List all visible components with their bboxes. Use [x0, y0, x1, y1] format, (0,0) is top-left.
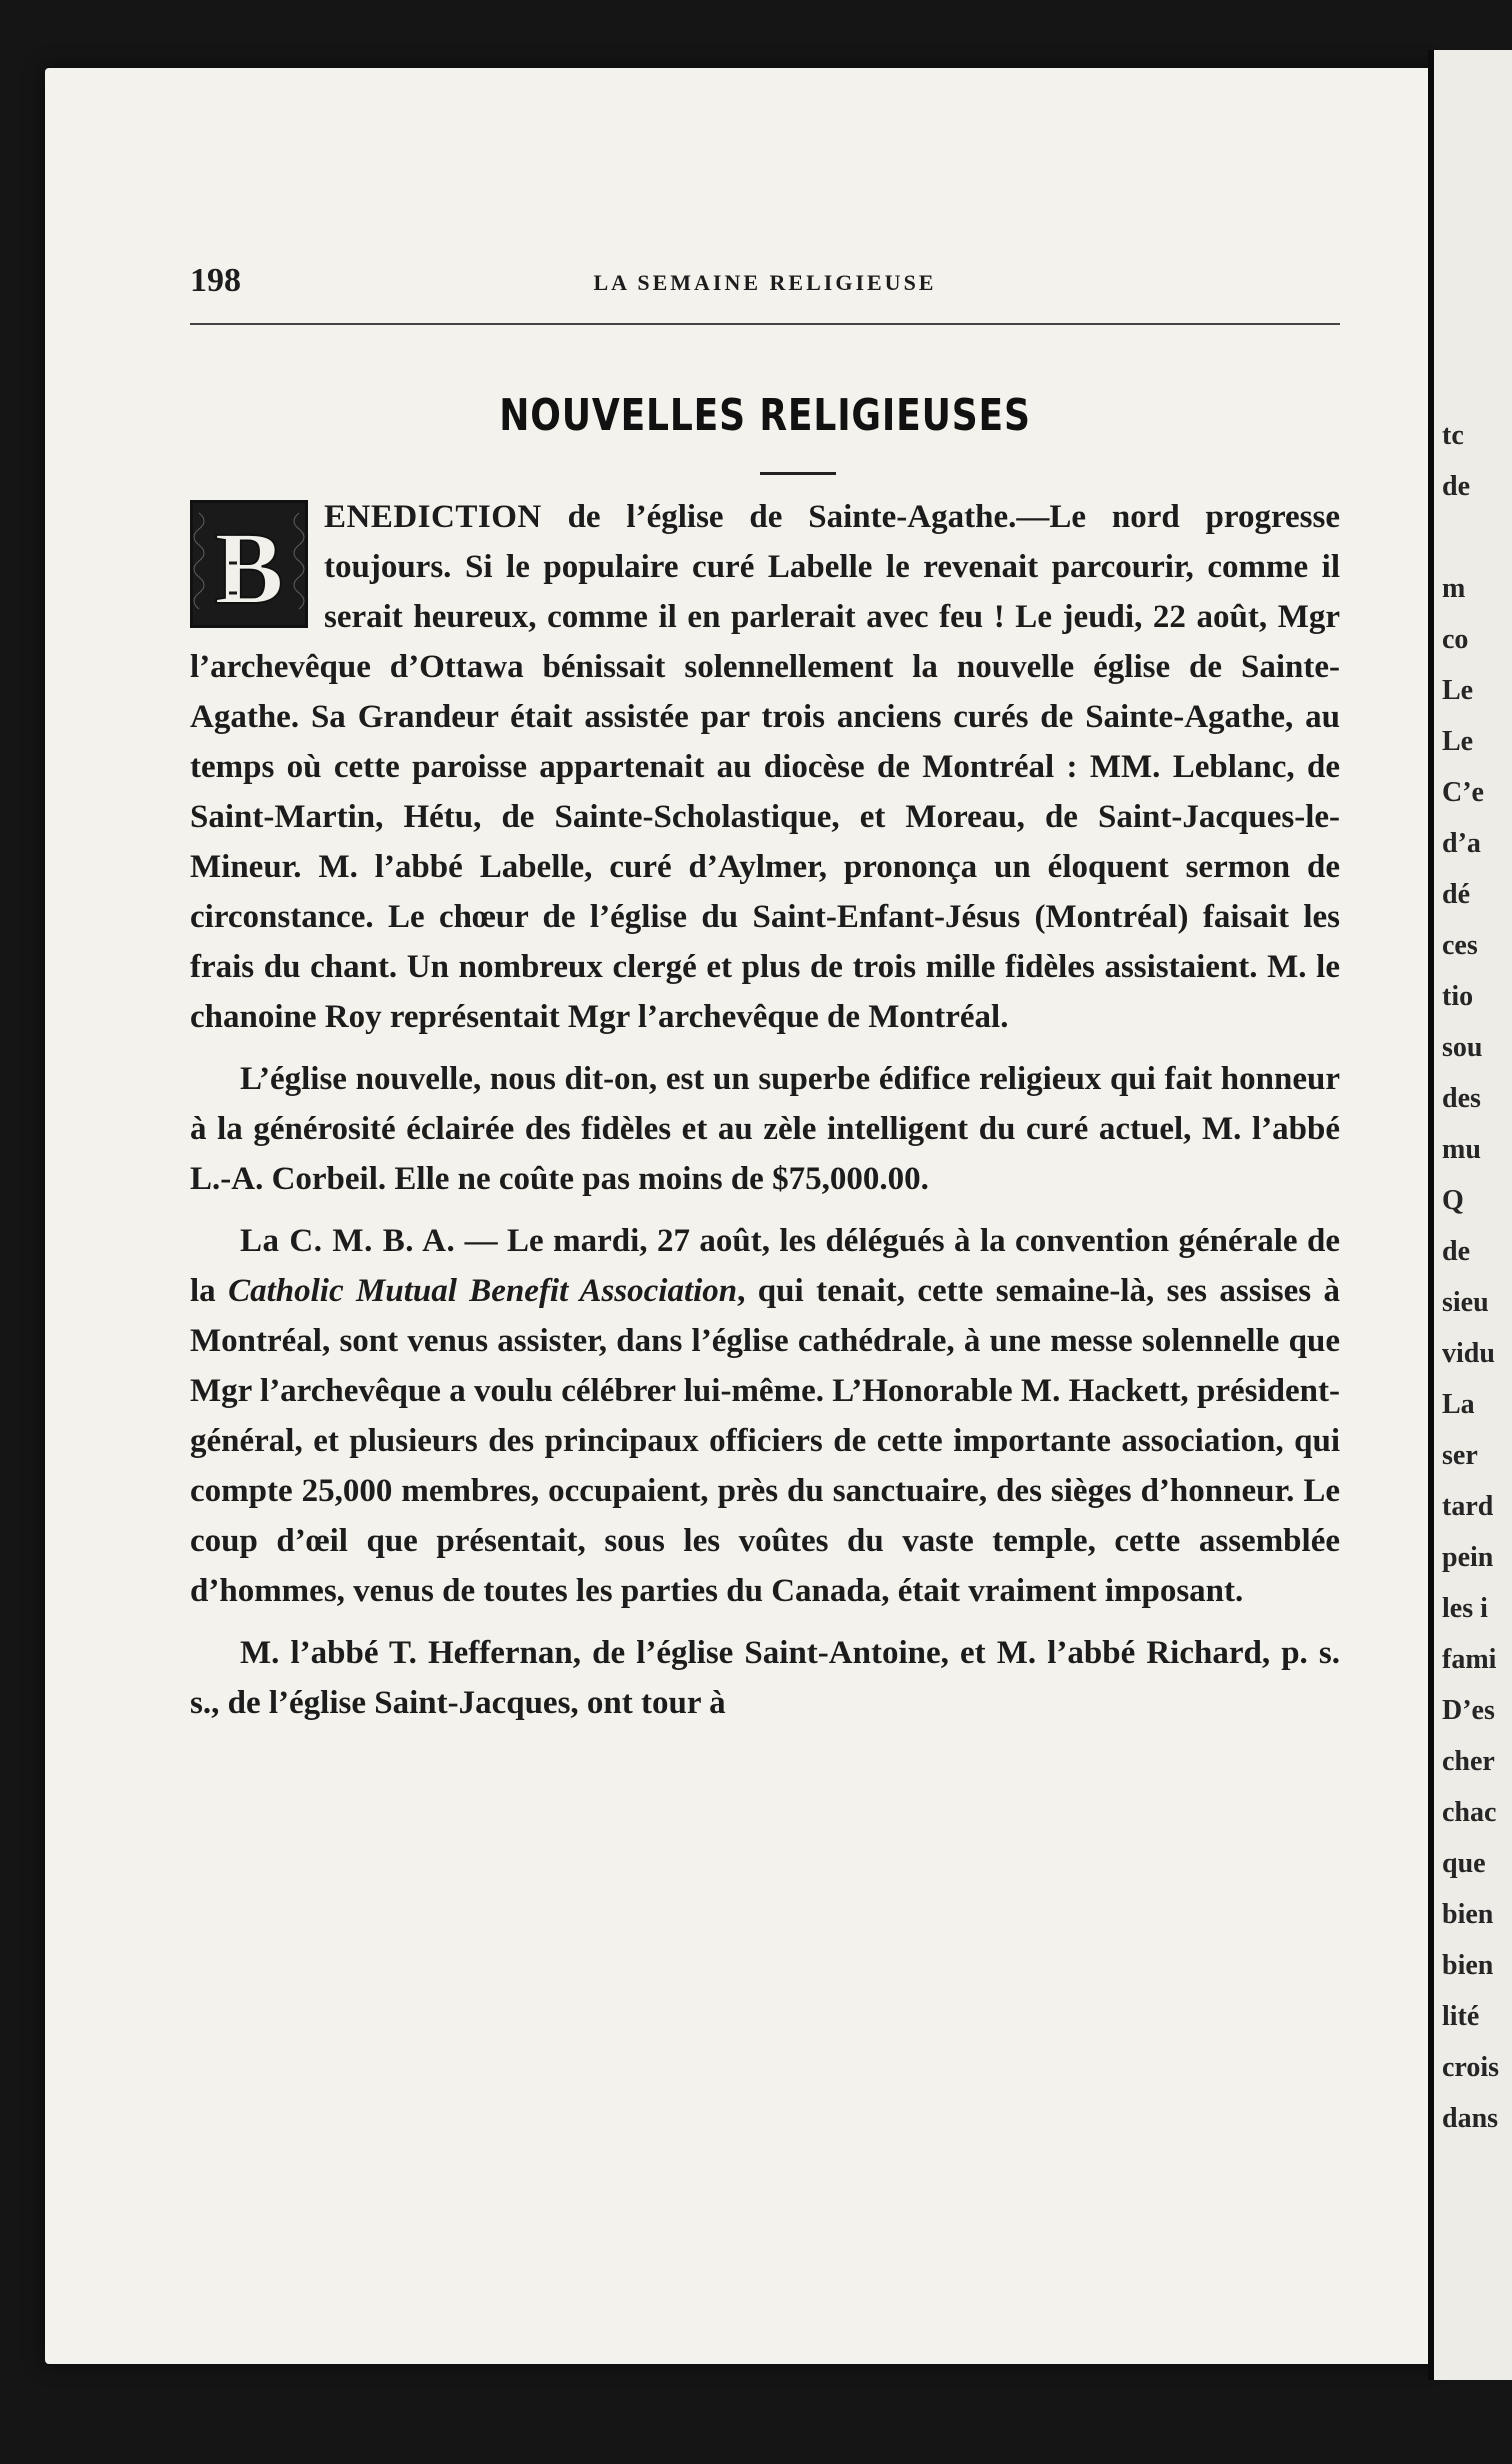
adjacent-page-text [1442, 410, 1512, 2144]
page-number: 198 [190, 262, 241, 299]
paragraph-cmba [190, 1216, 1340, 1616]
adjacent-page-fragment: Q [1442, 1185, 1464, 1216]
association-name: Catholic Mutual Benefit Association [228, 1273, 738, 1309]
paragraph-eglise-nouvelle [190, 1054, 1340, 1204]
section-title: NOUVELLES RELIGIEUSES [499, 390, 1031, 441]
paragraph-text: de l’église de Sainte-Agathe.—Le nord progresse toujours. Si le populaire curé Labelle le revenait parcourir, comme il serait heureux, comme il en parlerait avec feu ! Le jeudi, 22 août, Mgr l’archevêque d’Ottawa bénissait solennellement la nouvelle église de Sainte-Agathe. Sa Grandeur était assistée par trois anciens curés de Sainte-Agathe, au temps où cette paroisse appartenait au diocèse de Montréal : MM. Leblanc, de Saint-Martin, Hétu, de Sainte-Scholastique, et Moreau, de Saint-Jacques-le-Mineur. M. l’abbé Labelle, curé d’Aylmer, prononça un éloquent sermon de circonstance. Le chœur de l’église du Saint-Enfant-Jésus (Montréal) faisait les frais du chant. Un nombreux clergé et plus de trois mille fidèles assistaient. M. le chanoine Roy représentait Mgr l’archevêque de Montréal. [190, 499, 1340, 1035]
adjacent-page-edge [1428, 50, 1512, 2380]
adjacent-page-fragment: que [1442, 1848, 1486, 1879]
dropcap-letter: B [214, 511, 284, 625]
lead-word: La C. M. B. A. [240, 1223, 456, 1259]
adjacent-page-fragment: tio [1442, 981, 1474, 1012]
paragraph-text: — Le mardi, 27 août, les délégués à la convention générale de la [190, 1223, 1341, 1309]
adjacent-page-fragment: les i [1442, 1593, 1488, 1624]
adjacent-page-fragment: d’a [1442, 828, 1481, 859]
adjacent-page-fragment: pein [1442, 1542, 1494, 1573]
paragraph-text: , qui tenait, cette semaine-là, ses assises à Montréal, sont venus assister, dans l’église cathédrale, à une messe solennelle que Mgr l’archevêque a voulu célébrer lui-même. L’Honorable M. Hackett, président-général, et plusieurs des principaux officiers de cette importante association, qui compte 25,000 membres, occupaient, près du sanctuaire, des sièges d’honneur. Le coup d’œil que présentait, sous les voûtes du vaste temple, cette assemblée d’hommes, venus de toutes les parties du Canada, était vraiment imposant. [190, 1273, 1340, 1609]
adjacent-page-fragment: vidu [1442, 1338, 1495, 1369]
adjacent-page-fragment: m [1442, 573, 1466, 604]
adjacent-page-fragment: sou [1442, 1032, 1483, 1063]
adjacent-page-fragment: dans [1442, 2103, 1499, 2134]
adjacent-page-fragment: fami [1442, 1644, 1497, 1675]
adjacent-page-fragment: dé [1442, 879, 1470, 910]
adjacent-page-fragment: mu [1442, 1134, 1481, 1165]
paragraph-text: M. l’abbé T. Heffernan, de l’église Saint-Antoine, et M. l’abbé Richard, p. s. s., de l’église Saint-Jacques, ont tour à [190, 1635, 1340, 1721]
running-head: LA SEMAINE RELIGIEUSE [593, 270, 937, 295]
adjacent-page-fragment: ser [1442, 1440, 1478, 1471]
adjacent-page-fragment: La [1442, 1389, 1475, 1420]
adjacent-page-fragment: ces [1442, 930, 1478, 961]
adjacent-page-fragment: tc [1442, 420, 1464, 451]
header-rule [190, 323, 1340, 325]
title-rule [760, 472, 836, 475]
adjacent-page-fragment: de [1442, 471, 1470, 502]
adjacent-page-fragment: C’e [1442, 777, 1484, 808]
adjacent-page-fragment: cher [1442, 1746, 1495, 1777]
adjacent-page-fragment: D’es [1442, 1695, 1495, 1726]
paragraph-text: L’église nouvelle, nous dit-on, est un superbe édifice religieux qui fait honneur à la générosité éclairée des fidèles et au zèle intelligent du curé actuel, M. l’abbé L.-A. Corbeil. Elle ne coûte pas moins de $75,000.00. [190, 1061, 1340, 1197]
adjacent-page-fragment: tard [1442, 1491, 1494, 1522]
adjacent-page-fragment: Le [1442, 726, 1474, 757]
article-body [190, 492, 1340, 1740]
adjacent-page-fragment: co [1442, 624, 1469, 655]
page-header [190, 262, 1340, 302]
adjacent-page-fragment: sieu [1442, 1287, 1489, 1318]
adjacent-page-fragment: de [1442, 1236, 1470, 1267]
lead-word: ENEDICTION [324, 499, 542, 535]
paragraph-benediction [190, 492, 1340, 1042]
ornamental-initial-b-icon [190, 500, 308, 628]
adjacent-page-fragment: crois [1442, 2052, 1500, 2083]
adjacent-page-fragment: lité [1442, 2001, 1480, 2032]
adjacent-page-fragment: Le [1442, 675, 1474, 706]
adjacent-page-fragment [1442, 512, 1512, 563]
adjacent-page-fragment: bien [1442, 1950, 1494, 1981]
adjacent-page-fragment: chac [1442, 1797, 1497, 1828]
adjacent-page-fragment: des [1442, 1083, 1481, 1114]
adjacent-page-fragment: bien [1442, 1899, 1494, 1930]
paragraph-heffernan [190, 1628, 1340, 1728]
